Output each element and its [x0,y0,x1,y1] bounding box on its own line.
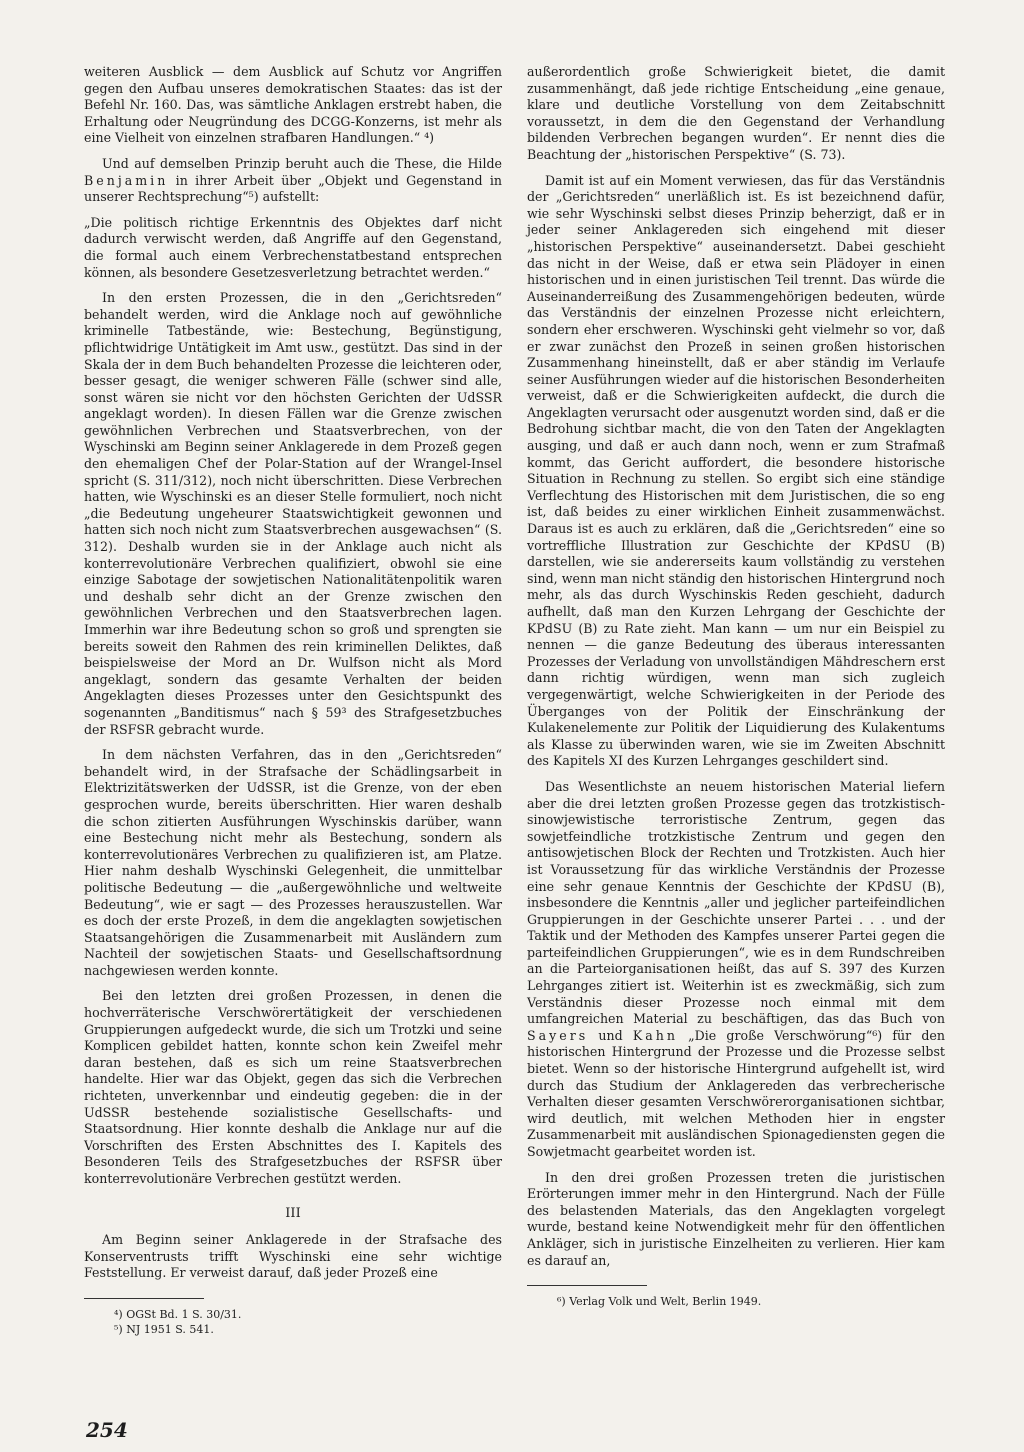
paragraph: Am Beginn seiner Anklagerede in der Strafsache des Konserventrusts trifft Wyschinski eine sehr wichtige Feststellung. Er verweist darauf, daß jeder Prozeß eine [84,1232,502,1281]
footnote-divider [527,1285,647,1286]
paragraph: In den drei großen Prozessen treten die juristischen Erörterungen immer mehr in den Hintergrund. Nach der Fülle des belastenden Materials, das den Angeklagten vorgelegt wurde, bestand keine Notwendigkeit mehr für den öffentlichen Ankläger, sich in juristische Einzelheiten zu verlieren. Hier kam es darauf an, [527,1169,945,1268]
footnote-divider [84,1298,204,1299]
paragraph [527,779,945,1161]
text-run: in ihrer Arbeit über „Objekt und Gegenstand in unserer Rechtsprechung“⁵) aufstellt: [84,172,502,205]
text-run: und [598,1027,623,1043]
right-column [527,64,945,1309]
author-name: Kahn [632,1027,678,1043]
text-run: Das Wesentlichste an neuem historischen Material liefern aber die drei letzten großen Prozesse gegen das trotzkistisch-sinowjewistische terroristische Zentrum, gegen das sowjetfeindliche trotzkistische Zentrum und gegen den antisowjetischen Block der Rechten und Trotzkisten. Auch hier ist Voraussetzung für das wirkliche Verständnis der Prozesse eine sehr genaue Kenntnis der Geschichte der KPdSU (B), insbesondere die Kenntnis „aller und jeglicher parteifeindlichen Gruppierungen in der Geschichte unserer Partei . . . und der Taktik und der Methoden des Kampfes unserer Partei gegen die parteifeindlichen Gruppierungen“, wie es in dem Rundschreiben an die Parteiorganisationen heißt, das auf S. 397 des Kurzen Lehrganges zitiert ist. Weiterhin ist es zweckmäßig, sich zum Verständnis dieser Prozesse noch einmal mit dem umfangreichen Material zu beschäftigen, das das Buch von [527,778,945,1027]
paragraph: Damit ist auf ein Moment verwiesen, das für das Verständnis der „Gerichtsreden“ unerläßlich ist. Es ist bezeichnend dafür, wie sehr Wyschinski selbst dieses Prinzip beherzigt, daß er in jeder seiner Anklagereden sich eingehend mit dieser „historischen Perspektive“ auseinandersetzt. Dabei geschieht das nicht in der Weise, daß er etwa sein Plädoyer in einen historischen und in einen juristischen Teil trennt. Das würde die Auseinanderreißung des Zusammengehörigen bedeuten, würde das Verständnis der einzelnen Prozesse nicht erleichtern, sondern eher erschweren. Wyschinski geht vielmehr so vor, daß er zwar zunächst den Prozeß in seinen großen historischen Zusammenhang hineinstellt, daß er aber ständig im Verlaufe seiner Ausführungen wieder auf die historischen Besonderheiten verweist, daß er die Schwierigkeiten aufdeckt, die durch die Angeklagten verursacht oder ausgenutzt worden sind, daß er die Bedrohung sichtbar macht, die von den Taten der Angeklagten ausging, und daß er auch dann noch, wenn er zum Strafmaß kommt, das Gericht auffordert, die besondere historische Situation in Rechnung zu stellen. So ergibt sich eine ständige Verflechtung des Historischen mit dem Juristischen, die so eng ist, daß beides zu einer wirklichen Einheit zusammenwächst. Daraus ist es auch zu erklären, daß die „Gerichtsreden“ eine so vortreffliche Illustration zur Geschichte der KPdSU (B) darstellen, wie sie andererseits kaum vollständig zu verstehen sind, wenn man nicht ständig den historischen Hintergrund noch mehr, als das durch Wyschinskis Reden geschieht, dadurch aufhellt, daß man den Kurzen Lehrgang der Geschichte der KPdSU (B) zu Rate zieht. Man kann — um nur ein Beispiel zu nennen — die ganze Bedeutung des überaus interessanten Prozesses der Verladung von unvollständigen Mähdreschern erst dann richtig würdigen, wenn man sich zugleich vergegenwärtigt, welche Schwierigkeiten in der Periode des Überganges von der Politik der Einschränkung der Kulakenelemente zur Politik der Liquidierung des Kulakentums als Klasse zu überwinden waren, wie sie im Zweiten Abschnitt des Kapitels XI des Kurzen Lehrganges geschildert sind. [527,172,945,769]
paragraph: weiteren Ausblick — dem Ausblick auf Schutz vor Angriffen gegen den Aufbau unseres demokratischen Staates: das ist der Befehl Nr. 160. Das, was sämtliche Anklagen erstrebt haben, die Erhaltung oder Neugründung des DCGG-Konzerns, ist mehr als eine Vielheit von einzelnen strafbaren Handlungen.“ ⁴) [84,64,502,146]
paragraph: In dem nächsten Verfahren, das in den „Gerichtsreden“ behandelt wird, in der Strafsache der Schädlingsarbeit in Elektrizitätswerken der UdSSR, ist die Grenze, von der eben gesprochen wurde, bereits überschritten. Hier waren deshalb die schon zitierten Ausführungen Wyschinskis darüber, wann eine Bestechung nicht mehr als Bestechung, sondern als konterrevolutionäres Verbrechen zu qualifizieren ist, am Platze. Hier nahm deshalb Wyschinski Gelegenheit, die unmittelbar politische Bedeutung — die „außergewöhnliche und weltweite Bedeutung“, wie er sagt — des Prozesses herauszustellen. War es doch der erste Prozeß, in dem die angeklagten sowjetischen Staatsangehörigen die Zusammenarbeit mit Ausländern zum Nachteil der sowjetischen Staats- und Gesellschaftsordnung nachgewiesen werden konnte. [84,747,502,978]
left-column [84,64,502,1337]
author-name: Sayers [527,1027,589,1043]
footnote: ⁴) OGSt Bd. 1 S. 30/31. [114,1307,242,1321]
paragraph: In den ersten Prozessen, die in den „Gerichtsreden“ behandelt werden, wird die Anklage noch auf gewöhnliche kriminelle Tatbestände, wie: Bestechung, Begünstigung, pflichtwidrige Untätigkeit im Amt usw., gestützt. Das sind in der Skala der in dem Buch behandelten Prozesse die leichteren oder, besser gesagt, die weniger schweren Fälle (schwer sind alle, sonst wären sie nicht vor den höchsten Gerichten der UdSSR angeklagt worden). In diesen Fällen war die Grenze zwischen gewöhnlichen Verbrechen und Staatsverbrechen, von der Wyschinski am Beginn seiner Anklagerede in dem Prozeß gegen den ehemaligen Chef der Polar-Station auf der Wrangel-Insel spricht (S. 311/312), noch nicht überschritten. Diese Verbrechen hatten, wie Wyschinski es an dieser Stelle formuliert, noch nicht „die Bedeutung ungeheurer Staatswichtigkeit gewonnen und hatten sich noch nicht zum Staatsverbrechen ausgewachsen“ (S. 312). Deshalb wurden sie in der Anklage auch nicht als konterrevolutionäre Verbrechen qualifiziert, obwohl sie eine einzige Sabotage der sowjetischen Nationalitätenpolitik waren und deshalb sehr dicht an der Grenze zwischen den gewöhnlichen Verbrechen und den Staatsverbrechen lagen. Immerhin war ihre Bedeutung schon so groß und sprengten sie bereits soweit den Rahmen des rein kriminellen Deliktes, daß beispielsweise der Mord an Dr. Wulfson nicht als Mord angeklagt, sondern das gesamte Verhalten der beiden Angeklagten dieses Prozesses unter den Gesichtspunkt des sogenannten „Banditismus“ nach § 59³ des Strafgesetzbuches der RSFSR gebracht wurde. [84,290,502,737]
text-run: „Die große Verschwörung“⁶) für den historischen Hintergrund der Prozesse und die Prozesse selbst bietet. Wenn so der historische Hintergrund aufgehellt ist, wird durch das Studium der Anklagereden das verbrecherische Verhalten dieser gesamten Verschwörerorganisationen sichtbar, wird deutlich, mit welchen Methoden hier in engster Zusammenarbeit mit ausländischen Spionagediensten gegen die Sowjetmacht gearbeitet worden ist. [527,1027,945,1159]
footnote: ⁵) NJ 1951 S. 541. [114,1322,214,1336]
section-heading: III [285,1205,301,1221]
paragraph: außerordentlich große Schwierigkeit bietet, die damit zusammenhängt, daß jede richtige Entscheidung „eine genaue, klare und deutliche Vorstellung von dem Zeitabschnitt voraussetzt, in dem die den Gegenstand der Verhandlung bildenden Verbrechen begangen wurden“. Er nennt dies die Beachtung der „historischen Perspektive“ (S. 73). [527,64,945,162]
author-name: Benjamin [84,172,169,188]
page-number: 254 [86,1418,128,1442]
paragraph: Bei den letzten drei großen Prozessen, in denen die hochverräterische Verschwörertätigkeit der verschiedenen Gruppierungen aufgedeckt wurde, die sich um Trotzki und seine Komplicen gebildet hatten, konnte schon kein Zweifel mehr daran bestehen, daß es sich um reine Staatsverbrechen handelte. Hier war das Objekt, gegen das sich die Verbrechen richteten, unverkennbar und eindeutig gegeben: die in der UdSSR bestehende sozialistische Gesellschafts- und Staatsordnung. Hier konnte deshalb die Anklage nur auf die Vorschriften des Ersten Abschnittes des I. Kapitels des Besonderen Teils des Strafgesetzbuches der RSFSR über konterrevolutionäre Verbrechen gestützt werden. [84,988,502,1186]
footnote: ⁶) Verlag Volk und Welt, Berlin 1949. [557,1295,762,1309]
text-run: Und auf demselben Prinzip beruht auch die These, die Hilde [102,155,502,171]
paragraph [84,156,502,206]
block-quote: „Die politisch richtige Erkenntnis des Objektes darf nicht dadurch verwischt werden, daß Angriffe auf den Gegenstand, die formal auch einem Verbrechenstatbestand entsprechen können, als besondere Gesetzesverletzung betrachtet werden.“ [84,214,502,280]
